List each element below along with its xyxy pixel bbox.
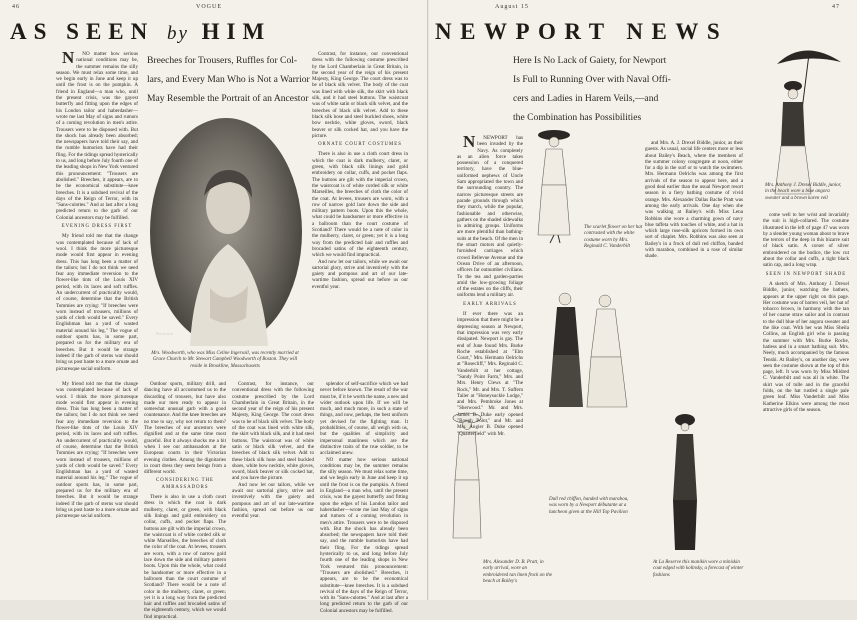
- caption-mid: Dull red chiffon, banded with marabou, was worn by a Newport débutante at a luncheon given at the Hill Top Pavilion: [549, 497, 629, 515]
- body-paragraph: And now let our tailors, while we await our sartorial glory, strive and inventively with the gaiety and pompous and art of our late-wartime fashion, spread out before us our eventful year.: [232, 481, 314, 520]
- headline-as-seen: AS SEEN: [10, 19, 155, 44]
- caption-top-left: The scarlet flower on her hat contrasted with the white costume worn by Mrs. Reginald C. Vanderbilt: [584, 225, 643, 250]
- right-column-2: [645, 140, 743, 402]
- body-paragraph: There is also in use a cloth court dress in which the coat is dark mulberry, claret, or green, with black silk linings and gold embroidery on collar, cuffs, and pocket flaps. The buttons are gilt with the imperial crown, the waistcoat is of white corded silk or white Marseilles, the breeches of cloth the color of the coat. At levees, trousers are worn, with a row of narrow gold lace down the side and military pattern boots. Upon this the whole, what could be handsomer or more effective in a ballroom than the court costume of Scotland? There would be a note of color in the mulberry, claret, or green; yet it is a long way from the predicted hair and ruffles and brocaded satins of the eighteenth century, which we would find impractical.: [144, 494, 226, 620]
- body-paragraph: N NO matter how serious national conditions may be, the summer remains the silly season. We must relax some time, and we begin early in June and keep it up until the frost is on the pumpkin. A friend in England—a man who, until the present crisis, was the gayest butterfly and fitting upon the edges of his London tailor and haberdasher—wrote me last May of signs and rumors of a coming revolution in men's attire. Trousers were to be disposed with. But the shock has already been absorbed; the newspapers have told their say, and the rumble humorists have had their fling. For the tidings spread hysterically to us, and long before July fourth one of the leading shops in New York ventured this pronouncement: "Trousers are abolished." Breeches, it appears, are to be the economical substitute—knee breeches. It is a subdued revival of the days of the Reign of Terror, with its "Sans-culottes." And at last after a long predicted return to the garb of our Colonial ancestors may be fulfilled.: [56, 48, 138, 221]
- body-paragraph: N NEWPORT has been invaded by the Navy. As completely as an alien force takes possession of a conquered territory, have the blue-uniformed nephews of Uncle Sam appropriated the town and the surrounding country. The narrow picturesque streets are parade grounds through which they march, while the popular, fashionable and otherwise, gathers on the shaded sidewalks in admiring groups. Uniforms are more plentiful than bathing-suits at the beach. Of the men in the smart motors and quietly-furnished carriages which crowd Bellevue Avenue and the Ocean Drive of an afternoon, officers far outnumber civilians. To the tea and garden-parties amid the low-growing foliage of the estates on the cliffs, their uniforms lend a military air.: [457, 132, 523, 299]
- left-magazine-name: VOGUE: [196, 4, 222, 10]
- body-text: NO matter how serious national conditions may be, the summer remains the silly season. We must relax some time, and we begin early in June and keep it up until the frost is on the pumpkin. A friend in England—a man who, until the present crisis, was the gayest butterfly and fitting upon the edges of his London tailor and haberdasher—wrote me last May of signs and rumors of a coming revolution in men's attire. Trousers were to be disposed with. But the shock has already been absorbed; the newspapers have told their say, and the rumble humorists have had their fling. For the tidings spread hysterically to us, and long before July fourth one of the leading shops in New York ventured this pronouncement: "Trousers are abolished." Breeches, it appears, are to be the economical substitute—knee breeches. It is a subdued revival of the days of the Reign of Terror, with its "Sans-culottes." And at last after a long predicted return to the garb of our Colonial ancestors may be fulfilled.: [56, 51, 138, 221]
- photo-credit: Bachrach: [156, 331, 174, 336]
- right-page: [429, 0, 857, 600]
- right-folio: 47: [832, 4, 840, 10]
- caption-bottom-left: Mrs. Alexander D. B. Pratt, in early arrival, wore an embroidered tan linen frock on the beach at Bailey's: [483, 560, 553, 585]
- left-column-2-bottom: [144, 381, 226, 620]
- right-deck-line: Is Full to Running Over with Naval Offi-: [513, 74, 671, 85]
- body-paragraph: and Mrs. A. J. Drexel Biddle, junior, as their guests. As usual, social life centers more or less about Bailey's Beach, where the members of the summer colony congregate at noon, either for a dip in the surf or to watch the swimmers. Mrs. Hermann Oelrichs was among the first arrivals of the season to appear here, and a good deal earlier than the usual Newport resort season in a fiery bathing costume of vivid orange. Mrs. Alexander Dallas Bache Pratt was among the early arrivals. One day when she was walking at Bailey's with Miss Lena Robbins she wore a charming gown of navy blue taffeta with touches of white, and a hat in which large rose-silk apricots formed its own sort of chaplet. Mrs. Robbins was also seen at Bailey's in a frock of dull red chiffon, banded with marabou, combined in a rose of similar shade.: [645, 140, 743, 260]
- body-paragraph: And now let our tailors, while we await our sartorial glory, strive and inventively with the gaiety and pompous and art of our late-wartime fashion, spread out before us our eventful year.: [312, 258, 408, 290]
- subhead: CONSIDERING THE AMBASSADORS: [156, 478, 214, 490]
- body-paragraph: My friend told me that the change was contemplated because of lack of wool. I think the more picturesque mode would first appear in evening dress. This has long been a matter of the tailors; but I do not think we need fear any immediate reversion to the flower-like tints of the Louis XIV period, with its laces and soft ruffles. An undercurrent of practicality would, of course, determine that the British Tommies are crying: "If breeches were worn instead of trousers, millions of yards of cloth would be saved." Every Englishman has a yard of wasted material around his leg." The vogue of outdoor sports has, in some part, prepared us for the military era of breeches. But it would be strange indeed if the garb of sterns war should bring us post haste to a more ornate and picturesque social uniform.: [56, 233, 138, 372]
- headline-by: by: [166, 23, 189, 44]
- body-paragraph: NO matter how serious national conditions may be, the summer remains the silly season. We must relax some time, and we begin early in June and keep it up until the frost is on the pumpkin. A friend in England—a man who, until the present crisis, was the gayest butterfly and fitting upon the edges of his London tailor and haberdasher—wrote me last May of signs and rumors of a coming revolution in men's attire. Trousers were to be disposed with. But the shock has already been absorbed; the newspapers have told their say, and the rumble humorists have had their fling. For the tidings spread hysterically to us, and long before July fourth one of the leading shops in New York ventured this pronouncement: "Trousers are abolished." Breeches, it appears, are to be the economical substitute—knee breeches. It is a subdued revival of the days of the Reign of Terror, with its "Sans-culottes." And at last after a long predicted return to the garb of our Colonial ancestors may be fulfilled.: [320, 456, 408, 614]
- biddle-sketch: [759, 34, 849, 204]
- body-paragraph: There is also in use a cloth court dress in which the coat is dark mulberry, claret, or green, with black silk linings and gold embroidery on collar, cuffs, and pocket flaps. The buttons are gilt with the imperial crown, the waistcoat is of white corded silk or white Marseilles, the breeches of cloth the color of the coat. At levees, trousers are worn, with a row of narrow gold lace down the side and military pattern boots. Upon this the whole, what could be handsomer or more effective in a ballroom than the court costume of Scotland? There would be a note of color in the mulberry, claret, or green; yet it is a long way from the predicted hair and ruffles and brocaded satins of the eighteenth century, which we would find impractical.: [312, 151, 408, 259]
- right-deck-line: Here Is No Lack of Gaiety, for Newport: [513, 55, 667, 66]
- left-page: [0, 0, 428, 620]
- subhead: ORNATE COURT COSTUMES: [318, 142, 402, 148]
- left-column-1: [56, 48, 138, 373]
- body-paragraph: Outdoor sports, military drill, and dancing have all accustomed us to the discarding of trousers, but have also made our men ready to appear in somewhat unusual garb with a good countenance. And the knee breeches are no true to say, why not return to them? The breeches of our ancestors were dignified and at the same time most graceful. But it always shocks me a bit when I see our ambassadors at the European courts in their Victorian evening clothes. Among the dignitaries in court dress they seem beings from a different world.: [144, 381, 226, 476]
- body-paragraph: Contrast, for instance, our conventional dress with the following costume prescribed by the Lord Chamberlain in Great Britain, in the second year of the reign of his present Majesty, King George. The court dress was to be of black silk velvet. The body of the coat was lined with white silk, the skirt with black silk, and it had steel buttons. The waistcoat was of white satin or black silk velvet, and the breeches of black silk velvet. Add to these black silk hose and steel buckled shoes, white bow necktie, white gloves, sword, black beaver or silk cocked hat, and you have the picture.: [232, 381, 314, 482]
- portrait-figure: [150, 118, 302, 346]
- right-headline: NEWPORT NEWS: [435, 19, 729, 44]
- caption-bottom-right: At La Reserve this manikin wore a miniskin coat edged with kolinsky, a forecast of winter fashions: [653, 560, 744, 578]
- body-paragraph: My friend told me that the change was contemplated because of lack of wool. I think the more picturesque mode would first appear in evening dress. This has long been a matter of the tailors; but I do not think we need fear any immediate reversion to the flower-like tints of the Louis XIV period, with its laces and soft ruffles. An undercurrent of practicality would, of course, determine that the British Tommies are crying: "If breeches were worn instead of trousers, millions of yards of cloth would be saved." Every Englishman has a yard of wasted material around his leg." The vogue of outdoor sports has, in some part, prepared us for the military era of breeches. But it would be strange indeed if the garb of sterns war should bring us post haste to a more ornate and picturesque social uniform.: [56, 381, 138, 520]
- vanderbilt-sketch: [524, 125, 584, 245]
- left-deck-line: May Resemble the Portrait of an Ancestor: [147, 93, 309, 104]
- body-paragraph: If ever there was an impression that there might be a depressing season at Newport, that impression was very early dissipated. Newport is gay. The end of June found Mrs. Burke Roche established at "Elm Court," Mrs. Hermann Oelrichs at "Rosecliff," Mrs. Reginald C. Vanderbilt at her cottage, "Sandy Point Farm," Mrs. and Mrs. Henry Clews at "The Rock," Mr. and Mrs. T. Suffern Tailer at "Honeysuckle Lodge," and Mrs. Pembroke Jones at "Sherwood." Mr. and Mrs. James B. Duke early opened "Rough Point," and Mr. and Mrs. Angier B. Duke opened "Quarterfield" with Mr.: [457, 311, 523, 437]
- right-column-3: [763, 212, 849, 592]
- right-deck-line: cers and Ladies in Harem Veils,—and: [513, 93, 659, 104]
- left-headline: [10, 19, 271, 45]
- left-column-1-bottom: [56, 381, 138, 593]
- debutante-sketch: [531, 285, 641, 415]
- right-column-1: [457, 132, 523, 437]
- left-deck-line: lars, and Every Man Who is Not a Warrior: [147, 74, 310, 85]
- right-deck-line: the Combination has Possibilities: [513, 112, 642, 123]
- reserve-sketch: [665, 410, 705, 560]
- portrait-photo: [150, 118, 302, 346]
- body-paragraph: A sketch of Mrs. Anthony J. Drexel Biddle, junior, watching the bathers, appears at the upper right on this page. Her costume was of barren veil, her hat of tobacco brown, in harmony with the tan of her coarse straw sailor and in contrast to the dull blue of her angora sweater and the like coat. With her was Miss Sheila Collins, an English girl who is passing the summer with Mrs. Burke Roche, hatless and in a smart bathing suit. Mrs. Neely, much accompanied by the famous Tenshi. At Bailey's, on another day, were seen the costume shown at the top of this page, left. It was worn by Miss Mildred C. Vanderbilt and was all in white. The skirt was of tulle and in the graceful folds, on the hat rustled a single pale green leaf. Miss Vanderbilt and Miss Katherine Elkins were among the most attractive girls of the season.: [763, 280, 849, 413]
- left-folio: 46: [12, 4, 20, 10]
- body-paragraph: Contrast, for instance, our conventional dress with the following costume prescribed by the Lord Chamberlain in Great Britain, in the second year of the reign of his present Majesty, King George. The court dress was to be of black silk velvet. The body of the coat was lined with white silk, the skirt with black silk, and it had steel buttons. The waistcoat was of white satin or black silk velvet, and the breeches of black silk velvet. Add to these black silk hose and steel buckled shoes, white bow necktie, white gloves, sword, black beaver or silk cocked hat, and you have the picture.: [312, 51, 408, 139]
- caption-top-right: Mrs. Anthony J. Drexel Biddle, junior, in the beach wore a blue angora sweater and a brown karen veil: [765, 183, 842, 201]
- left-deck-line: Breeches for Trousers, Ruffles for Col-: [147, 55, 298, 66]
- portrait-caption: Mrs. Woodworth, who was Miss Celine Ingersoll, was recently married at Grace Church to Mr. Stewart Campbell Woodworth of Boston. They will reside in Brookline, Massachusetts: [151, 351, 299, 369]
- left-column-3-bottom: [232, 381, 314, 593]
- body-text: NEWPORT has been invaded by the Navy. As completely as an alien force takes possession of a conquered territory, have the blue-uniformed nephews of Uncle Sam appropriated the town and the surrounding country. The narrow picturesque streets are parade grounds through which they march, while the popular, fashionable and otherwise, gathers on the shaded sidewalks in admiring groups. Uniforms are more plentiful than bathing-suits at the beach. Of the men in the smart motors and quietly-furnished carriages which crowd Bellevue Avenue and the Ocean Drive of an afternoon, officers far outnumber civilians. To the tea and garden-parties amid the low-growing foliage of the estates on the cliffs, their uniforms lend a military air.: [457, 135, 523, 299]
- subhead: SEEN IN NEWPORT SHADE: [765, 271, 847, 277]
- left-column-4-bottom: [320, 381, 408, 614]
- subhead: EVENING DRESS FIRST: [61, 224, 133, 230]
- body-paragraph: splendor of self-sacrifice which we had never before known. The result of the war must be, if it be worth the name, a new and wider outlook upon life. If we will be much, and much more, in such a state of things, and now, perhaps, the best uniform yet devised for the fighting man. It probabilities, of course, all weigh with us, but the qualities of simplicity and impersonal manliness which are the distinctive traits of the true soldier, to be acclaimed anew.: [320, 381, 408, 457]
- headline-him: HIM: [201, 19, 272, 44]
- right-date: August 15: [495, 4, 529, 10]
- right-deck: [513, 51, 733, 127]
- body-paragraph: come well to her wrist and invariably the suit is high-collared. The costume illustrated in the left of page 47 was worn by a slender young woman about to brave the terrors of the deep in this bizarre suit of black satin. A corset of silver embroidered on the bodice, the low cut about the collar and cuffs, a tight black satin cap, and a long wrap.: [763, 212, 849, 269]
- subhead: EARLY ARRIVALS: [463, 301, 517, 307]
- left-column-3: [312, 51, 408, 373]
